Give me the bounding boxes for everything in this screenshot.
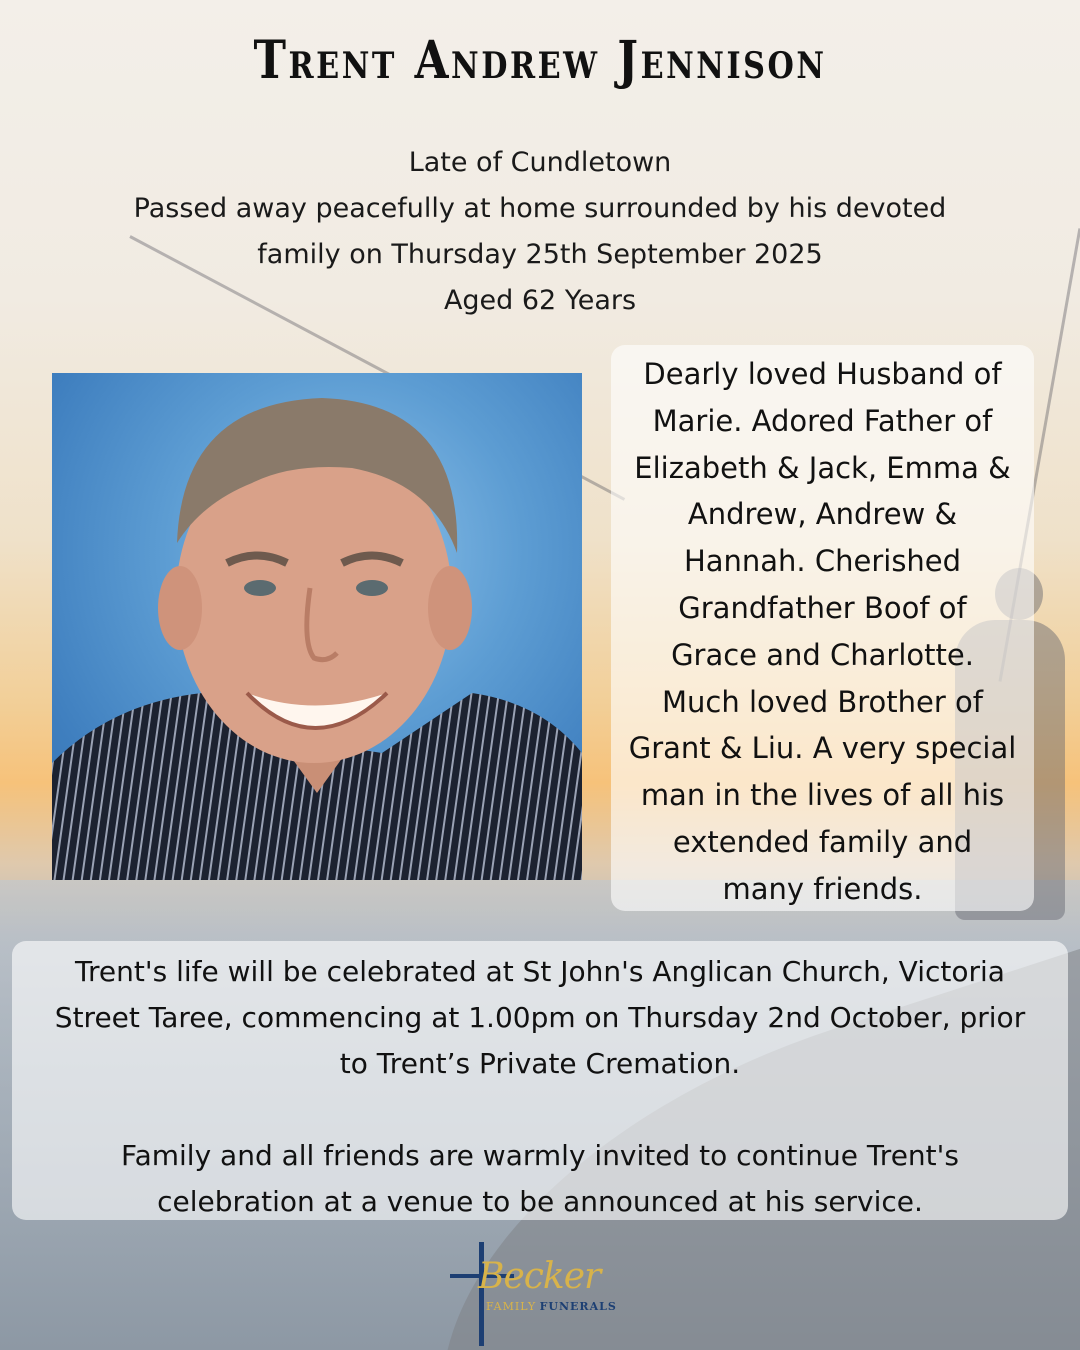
logo-brand: Becker <box>478 1256 601 1297</box>
tribute-line: many friends. <box>722 871 923 906</box>
logo-subtitle <box>486 1300 617 1313</box>
tribute-line: Marie. Adored Father of <box>652 403 993 438</box>
service-paragraph <box>20 949 1060 1087</box>
tribute-line: Hannah. Cherished <box>683 544 962 579</box>
service-line: to Trent’s Private Cremation. <box>339 1047 741 1080</box>
passing-line-2: family on Thursday 25th September 2025 <box>257 239 823 270</box>
service-line: Trent's life will be celebrated at St John's Anglican Church, Victoria <box>75 955 1005 988</box>
invitation-paragraph <box>20 1133 1060 1225</box>
intro-block <box>100 140 980 324</box>
tribute-line: man in the lives of all his <box>640 778 1005 813</box>
tribute-line: Andrew, Andrew & <box>687 497 958 532</box>
portrait-photo <box>52 373 582 880</box>
service-line: Street Taree, commencing at 1.00pm on Thursday 2nd October, prior <box>54 1001 1026 1034</box>
tribute-line: Dearly loved Husband of <box>643 357 1002 391</box>
logo-sub-left: FAMILY <box>486 1300 537 1313</box>
invitation-line: Family and all friends are warmly invited to continue Trent's <box>121 1139 959 1172</box>
service-details-panel <box>12 941 1068 1220</box>
age-line: Aged 62 Years <box>443 285 637 316</box>
residence-line: Late of Cundletown <box>408 147 672 178</box>
tribute-line: extended family and <box>672 824 973 859</box>
tribute-line: Grace and Charlotte. <box>671 637 974 672</box>
tribute-line: Elizabeth & Jack, Emma & <box>634 450 1011 485</box>
tribute-line: Much loved Brother of <box>662 684 983 719</box>
passing-line-1: Passed away peacefully at home surrounded by his devoted <box>133 193 947 224</box>
tribute-panel <box>611 345 1034 911</box>
logo-sub-right: FUNERALS <box>539 1300 617 1313</box>
portrait-illustration <box>52 373 582 880</box>
tribute-line: Grant & Liu. A very special <box>628 731 1017 766</box>
invitation-line: celebration at a venue to be announced at his service. <box>157 1185 923 1218</box>
funeral-home-logo <box>450 1242 630 1346</box>
tribute-line: Grandfather Boof of <box>678 590 967 625</box>
deceased-name: Trent Andrew Jennison <box>253 30 827 91</box>
